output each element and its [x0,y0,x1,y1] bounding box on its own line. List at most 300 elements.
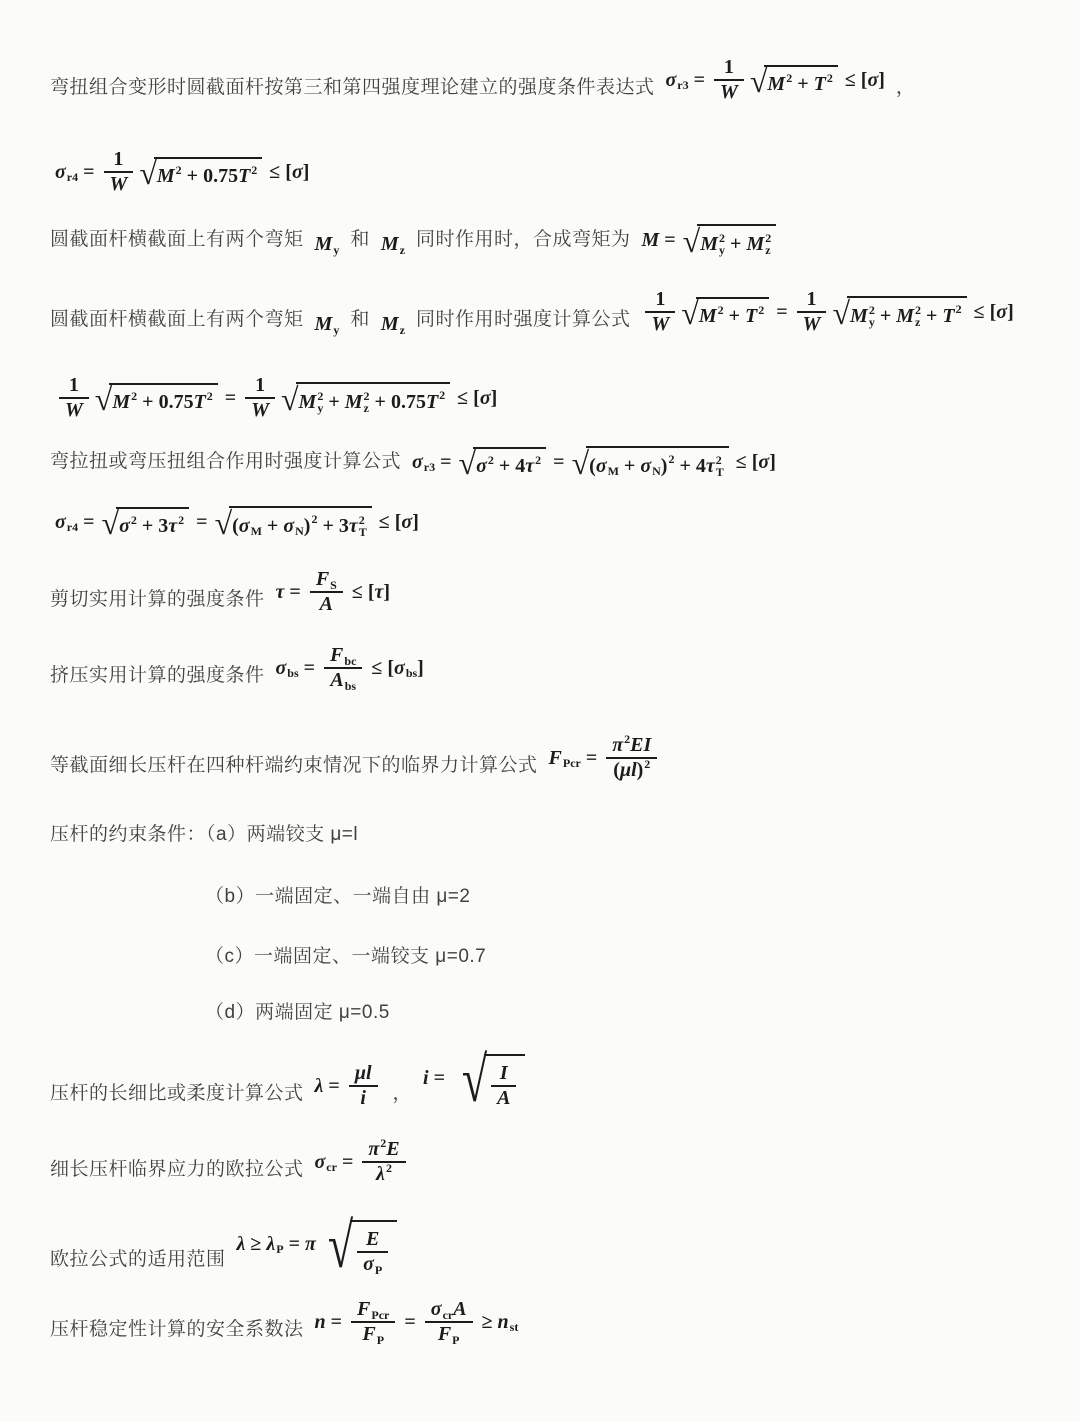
math-token [342,1151,353,1174]
math-row [645,311,675,336]
math-token [767,70,793,96]
math-symbol: n [314,1310,326,1333]
math-token [156,162,182,188]
square-root [101,505,190,541]
superscript: 2 [535,452,542,467]
radical-sign: √ [571,445,590,481]
math-symbol: i [360,1087,366,1109]
math-symbol: + [879,304,892,327]
math-token [285,161,292,184]
math-token [331,1311,342,1334]
superscript: 2 [765,231,772,245]
superscript: 2 [826,70,833,85]
math-token [320,593,333,616]
math-symbol: M [298,390,317,413]
math-token [375,391,386,414]
math-token [491,387,498,410]
math-symbol: = [776,300,788,323]
math-symbol: = [83,510,95,533]
math-symbol: + [679,454,691,477]
math-formula [641,288,1013,336]
math-row [666,56,885,104]
math-token [679,455,690,478]
math-token [434,1067,445,1090]
fraction [59,374,89,422]
math-symbol: + [797,73,809,95]
math-symbol: = [664,228,676,251]
math-formula [412,445,776,481]
math-row [357,1251,388,1276]
math-symbol: I [643,734,652,756]
math-token [655,288,665,311]
math-row [59,397,89,422]
math-token [328,391,339,414]
math-formula [666,56,885,104]
math-token [497,1087,510,1110]
math-symbol: ] [412,510,419,533]
math-symbol: i [423,1066,429,1089]
math-symbol: = [440,450,452,473]
subscript: P [374,1262,383,1277]
math-symbol: ] [383,580,391,603]
math-token [363,1253,382,1276]
math-symbol: σ [758,450,770,473]
math-symbol: = [289,580,301,603]
math-symbol: τ [348,514,358,537]
line-text: 同时作用时，合成弯矩为 [415,229,631,251]
math-row [104,171,134,196]
superscript: 2 [868,303,875,317]
fraction [245,374,275,422]
math-token [636,756,651,782]
math-row [714,79,744,104]
math-row [548,731,662,782]
subscript: Pcr [562,756,581,771]
math-token [797,73,808,96]
math-token [752,451,759,474]
radical-sign: √ [458,445,477,481]
math-symbol: E [630,734,644,756]
math-symbol: 0.75 [390,390,426,413]
fraction [714,56,744,104]
subscript: z [399,322,405,337]
math-symbol: 1 [723,56,734,78]
math-token [381,233,405,256]
subscript: z [399,242,405,257]
math-symbol: + [266,514,279,537]
math-token [381,313,405,336]
math-symbol: σ [595,454,607,477]
fraction [606,731,657,782]
math-symbol: W [109,173,128,195]
math-symbol: T [193,391,206,413]
math-row [55,148,309,196]
math-symbol: ≤ [351,580,363,603]
math-token [83,161,94,184]
formula-line [50,1135,410,1186]
math-symbol: ≥ [250,1232,262,1255]
line-text: 同时作用时强度计算公式 [415,309,631,331]
script-stack [716,454,724,478]
math-token [159,391,194,414]
subscript: M [250,524,262,539]
subscript: z [363,401,369,415]
math-row [351,1321,395,1346]
math-symbol: M [380,313,399,335]
math-token [453,1298,466,1321]
subscript: r3 [677,78,689,93]
math-token [746,232,771,256]
math-symbol: M [112,391,131,413]
math-symbol: ) [303,514,311,537]
math-token [119,512,137,538]
math-token [845,69,856,92]
math-symbol: T [942,304,955,327]
math-symbol: σ [291,160,303,183]
math-row [797,288,827,311]
superscript: 2 [758,302,765,317]
math-symbol: T [813,73,826,95]
math-row [381,313,405,336]
formula-line [50,644,424,692]
formula-line [50,1044,527,1115]
math-token [315,1151,337,1174]
math-symbol: σ [363,1253,374,1275]
math-token [974,301,985,324]
math-row [310,568,343,591]
math-symbol: M [641,228,660,251]
superscript: 2 [130,512,137,527]
subscript: cr [326,1160,337,1175]
math-symbol: + [498,455,511,477]
math-symbol: A [330,669,344,691]
math-token [355,1062,366,1085]
math-row [847,296,967,328]
math-token [730,233,741,256]
math-symbol: σ [394,656,405,679]
math-row [276,644,424,692]
math-token [896,304,921,328]
line-text: ， [392,1083,413,1105]
math-symbol: ] [302,160,310,183]
math-token [330,669,356,692]
math-token [698,302,724,328]
formula-line [50,223,778,259]
math-token [553,451,564,474]
fraction [324,644,362,692]
math-symbol: σ [55,510,66,533]
math-symbol: M [698,305,717,327]
math-symbol: F [330,644,344,666]
math-symbol: F [357,1298,371,1320]
math-symbol: σ [275,656,287,679]
math-symbol: 1 [113,148,124,170]
superscript: 2 [487,452,494,467]
radical-sign: √ [682,223,701,259]
subscript: T [715,465,724,479]
math-token [417,657,424,680]
math-token [383,581,390,604]
math-formula [55,374,497,422]
math-token [1007,301,1014,324]
math-token [391,391,426,414]
math-formula [236,1210,400,1281]
math-symbol: 3 [158,515,169,537]
line-text: （c）一端固定、一端铰支 μ=0.7 [205,946,487,967]
math-symbol: τ [525,455,535,477]
math-token [425,388,446,414]
math-symbol: M [156,165,175,187]
math-token [586,747,597,770]
math-token [745,302,765,328]
math-symbol: ] [769,450,776,473]
math-row [351,1298,395,1321]
square-root [682,223,777,259]
square-root [458,445,547,481]
math-token [640,455,660,478]
math-symbol: π [612,734,624,756]
math-symbol: ≤ [735,450,747,473]
superscript: 2 [668,452,675,467]
radical-sign: √ [94,381,113,417]
math-symbol: τ [374,580,384,603]
math-token [861,69,868,92]
line-text: （b）一端固定、一端自由 μ=2 [205,886,471,907]
math-symbol: μ [619,759,632,781]
formula-line [50,1210,399,1281]
line-text: 挤压实用计算的强度条件 [50,665,265,687]
math-row [314,1135,410,1186]
math-symbol: W [651,313,670,335]
math-token [251,399,269,422]
math-token [303,512,318,538]
math-symbol: E [386,1138,400,1160]
math-symbol: + [142,391,154,413]
math-symbol: = [196,510,208,533]
math-row [491,1085,516,1110]
math-symbol: = [328,1074,340,1097]
math-token [724,56,734,79]
math-token [758,451,769,474]
math-row [315,1062,382,1110]
math-row [116,507,189,538]
math-row [229,506,372,538]
line-text: 剪切实用计算的强度条件 [50,589,265,611]
math-row [696,297,769,328]
subscript: P [376,1332,385,1347]
square-root [832,295,966,331]
math-token [232,515,239,538]
math-row [586,446,729,478]
math-token [238,162,258,188]
math-symbol: + [186,165,199,187]
math-token [438,1323,460,1346]
superscript: 2 [178,512,185,527]
math-row [423,1044,527,1115]
math-token [440,451,451,474]
math-token [69,374,79,397]
math-symbol: [ [751,450,759,473]
math-token [660,452,675,478]
math-row [412,445,776,481]
math-symbol: W [65,399,83,421]
math-symbol: ≤ [457,386,469,409]
superscript: 2 [715,453,722,467]
math-symbol: A [453,1298,467,1320]
math-token [322,515,333,538]
subscript: y [333,322,340,337]
subscript: N [652,464,661,479]
radical-sign: √ [327,1210,354,1281]
math-token [112,388,138,414]
math-formula [55,148,309,196]
math-token [612,731,631,757]
math-symbol: A [319,593,333,615]
math-symbol: M [314,313,333,335]
radical-sign: √ [139,155,157,191]
math-token [289,581,300,604]
math-token [283,515,303,538]
math-row [714,56,744,79]
math-symbol: ( [232,514,239,537]
math-row [109,383,217,414]
radical-sign: √ [280,381,299,417]
math-token [225,387,236,410]
math-token [375,581,384,604]
math-token [395,511,402,534]
math-token [404,1311,415,1334]
math-symbol: [ [285,160,292,183]
subscript: M [607,464,619,479]
subscript: P [276,1242,284,1257]
math-symbol: = [341,1150,354,1173]
math-symbol: W [802,313,821,335]
math-token [696,455,706,478]
formula-line [205,884,470,913]
math-token [401,511,412,534]
math-token [299,390,324,414]
subscript: r4 [66,170,79,185]
math-symbol: σ [476,455,487,477]
math-symbol: ≥ [481,1310,493,1333]
math-row [104,148,134,171]
math-symbol: σ [996,300,1008,323]
square-root [318,1210,397,1281]
math-row [310,591,343,616]
math-token [316,568,337,591]
line-text: 压杆的长细比或柔度计算公式 [50,1083,304,1105]
math-symbol: ] [417,656,424,679]
subscript: S [330,577,337,592]
math-symbol: W [720,81,738,103]
math-symbol: F [362,1323,376,1345]
math-row [315,1298,519,1346]
subscript: N [295,524,304,539]
math-symbol: M [896,304,915,327]
math-symbol: F [437,1323,452,1345]
math-formula [315,313,340,336]
math-row [797,311,827,336]
subscript: bs [344,678,357,693]
formula-line [50,731,661,782]
math-symbol: 3 [338,514,349,537]
math-symbol: M [380,233,399,255]
math-token [266,1233,283,1256]
line-text: 弯拉扭或弯压扭组合作用时强度计算公式 [50,451,402,473]
math-token [65,399,83,422]
math-row [296,382,451,414]
script-stack [719,232,725,256]
math-row [484,1054,525,1110]
math-token [276,657,299,680]
math-token [596,455,619,478]
math-token [457,387,468,410]
math-token [55,511,78,534]
math-formula [548,731,662,782]
math-row [276,568,391,616]
line-text: 和 [350,229,370,251]
math-token [996,301,1007,324]
math-token [196,511,207,534]
math-symbol: W [251,399,269,421]
math-symbol: 4 [695,454,706,477]
math-token [473,387,480,410]
math-row [362,1161,405,1186]
math-token [315,1075,324,1098]
subscript: Pcr [371,1307,390,1322]
math-symbol: F [548,746,562,769]
math-row [381,233,405,256]
math-symbol: μ [354,1062,366,1084]
math-token [187,165,198,188]
subscript: bc [344,653,357,668]
math-token [878,69,885,92]
math-symbol: n [497,1310,509,1333]
script-stack [359,514,367,538]
math-symbol: σ [867,68,879,91]
math-formula [276,568,391,616]
subscript: r4 [66,520,79,535]
math-token [776,301,787,324]
math-token [239,515,262,538]
math-symbol: = [585,746,598,769]
math-symbol: = [330,1310,343,1333]
math-token [666,69,689,92]
math-token [867,69,878,92]
fraction [425,1298,473,1346]
math-token [476,452,494,478]
math-token [720,81,738,104]
math-token [237,1233,246,1256]
math-symbol: M [746,232,765,255]
math-symbol: M [700,232,719,255]
math-symbol: M [314,233,333,255]
math-symbol: 1 [806,288,817,310]
math-formula [314,1135,410,1186]
math-symbol: σ [283,514,295,537]
math-token [360,1087,366,1110]
superscript: 2 [206,388,213,403]
math-symbol: λ [266,1232,276,1255]
math-symbol: ≤ [269,160,281,183]
math-symbol: 0.75 [158,391,194,413]
math-token [315,1311,326,1334]
math-symbol: ] [1007,300,1014,323]
math-token [926,305,937,328]
math-token [387,657,394,680]
square-root [280,381,450,417]
math-symbol: 1 [655,288,666,310]
